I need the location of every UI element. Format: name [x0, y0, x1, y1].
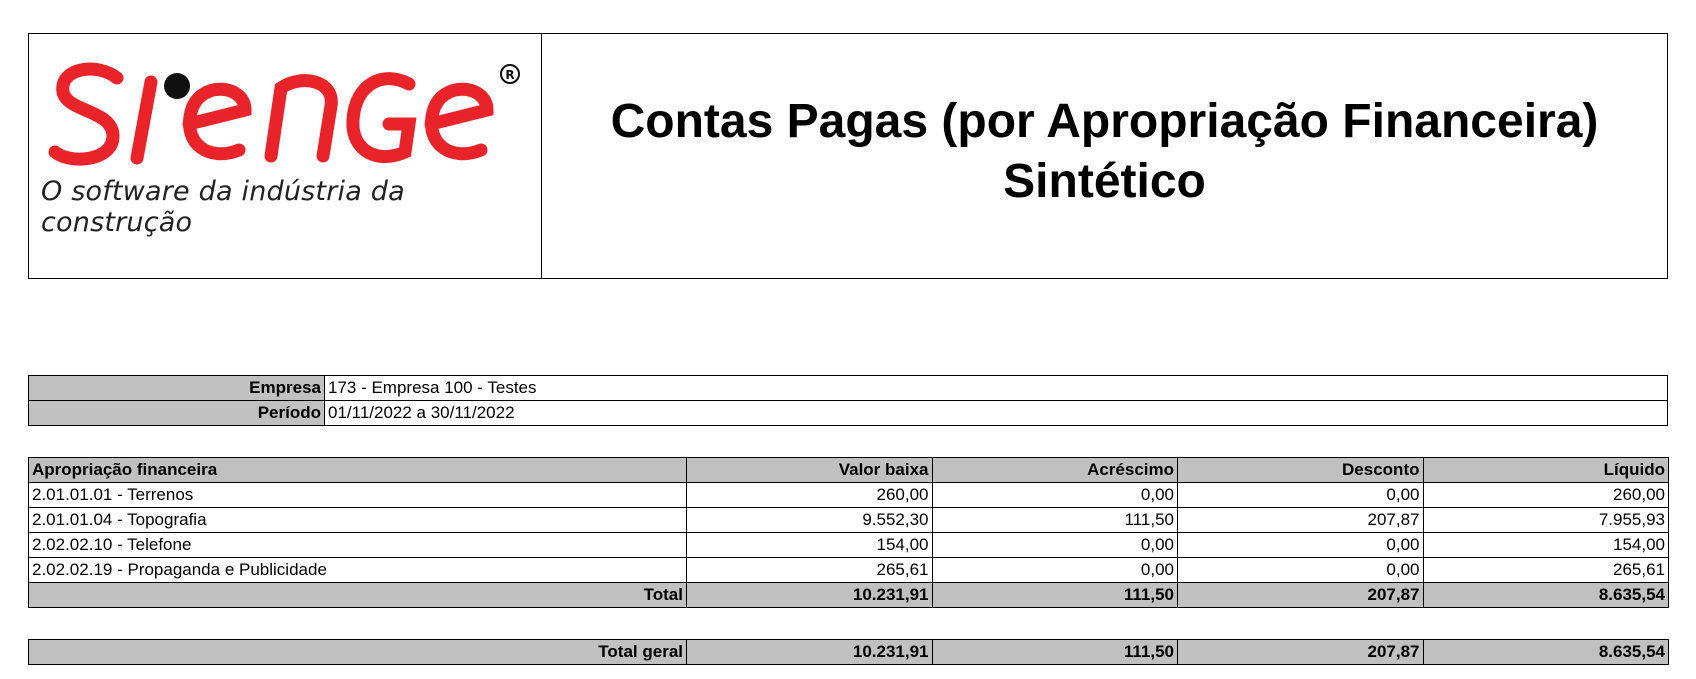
total-liquido: 8.635,54	[1423, 583, 1669, 608]
cell-acrescimo: 0,00	[932, 483, 1178, 508]
total-acrescimo: 111,50	[932, 583, 1178, 608]
total-desconto: 207,87	[1178, 583, 1424, 608]
table-row	[29, 508, 1669, 533]
grand-total-table	[28, 639, 1669, 665]
grand-total-row	[29, 640, 1669, 665]
table-row	[29, 533, 1669, 558]
cell-apropriacao: 2.02.02.19 - Propaganda e Publicidade	[29, 558, 687, 583]
report-title-line2: Sintético	[1003, 155, 1206, 208]
total-label: Total	[29, 583, 687, 608]
logo-slogan: O software da indústria da construção	[41, 176, 405, 238]
report-title-line1: Contas Pagas (por Apropriação Financeira)	[610, 95, 1599, 148]
report-filters	[28, 375, 1668, 426]
table-total-row	[29, 583, 1669, 608]
grand-total-desconto: 207,87	[1178, 640, 1424, 665]
periodo-label: Período	[29, 401, 325, 426]
cell-acrescimo: 0,00	[932, 558, 1178, 583]
cell-valor-baixa: 9.552,30	[687, 508, 933, 533]
cell-liquido: 7.955,93	[1423, 508, 1669, 533]
empresa-value: 173 - Empresa 100 - Testes	[325, 376, 1668, 401]
sienge-logo	[39, 40, 539, 180]
table-row	[29, 483, 1669, 508]
cell-desconto: 207,87	[1178, 508, 1424, 533]
cell-apropriacao: 2.01.01.04 - Topografia	[29, 508, 687, 533]
cell-apropriacao: 2.02.02.10 - Telefone	[29, 533, 687, 558]
cell-apropriacao: 2.01.01.01 - Terrenos	[29, 483, 687, 508]
table-row	[29, 558, 1669, 583]
cell-liquido: 154,00	[1423, 533, 1669, 558]
logo-area	[29, 34, 542, 278]
cell-valor-baixa: 265,61	[687, 558, 933, 583]
cell-valor-baixa: 154,00	[687, 533, 933, 558]
cell-liquido: 265,61	[1423, 558, 1669, 583]
grand-total-valor-baixa: 10.231,91	[687, 640, 933, 665]
total-valor-baixa: 10.231,91	[687, 583, 933, 608]
cell-acrescimo: 111,50	[932, 508, 1178, 533]
grand-total-liquido: 8.635,54	[1423, 640, 1669, 665]
cell-liquido: 260,00	[1423, 483, 1669, 508]
cell-acrescimo: 0,00	[932, 533, 1178, 558]
filter-row-periodo	[29, 401, 1668, 426]
col-header-liquido: Líquido	[1423, 458, 1669, 483]
svg-text:R: R	[505, 68, 515, 82]
grand-total-acrescimo: 111,50	[932, 640, 1178, 665]
apropriacao-table	[28, 457, 1669, 608]
cell-desconto: 0,00	[1178, 558, 1424, 583]
col-header-apropriacao: Apropriação financeira	[29, 458, 687, 483]
cell-desconto: 0,00	[1178, 533, 1424, 558]
col-header-desconto: Desconto	[1178, 458, 1424, 483]
cell-valor-baixa: 260,00	[687, 483, 933, 508]
col-header-acrescimo: Acréscimo	[932, 458, 1178, 483]
report-header	[28, 33, 1668, 279]
empresa-label: Empresa	[29, 376, 325, 401]
grand-total-label: Total geral	[29, 640, 687, 665]
periodo-value: 01/11/2022 a 30/11/2022	[325, 401, 1668, 426]
report-title	[542, 34, 1667, 278]
cell-desconto: 0,00	[1178, 483, 1424, 508]
filter-row-empresa	[29, 376, 1668, 401]
table-header-row	[29, 458, 1669, 483]
col-header-valor-baixa: Valor baixa	[687, 458, 933, 483]
